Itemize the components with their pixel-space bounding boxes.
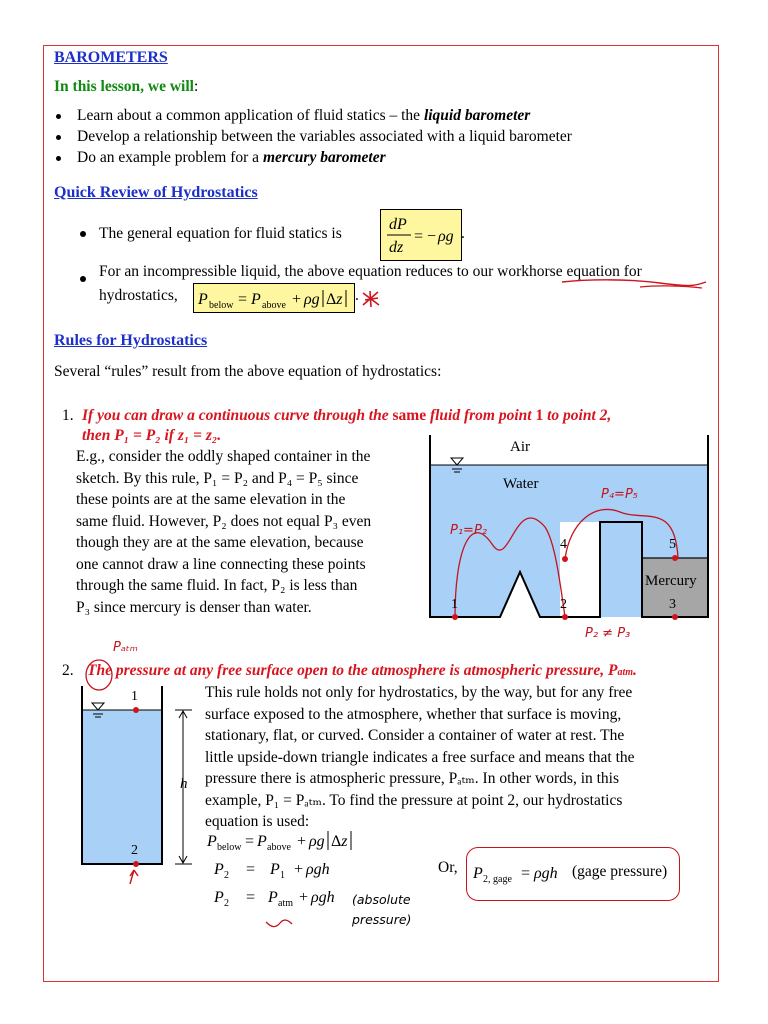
svg-text:=: = [246, 889, 256, 906]
point-3-label: 3 [669, 597, 676, 612]
svg-text:ρgh: ρgh [534, 865, 558, 882]
rules-heading: Rules for Hydrostatics [54, 332, 208, 349]
rule-2-number: 2. [62, 662, 74, 679]
bullet-icon [56, 114, 61, 119]
mercury-label: Mercury [645, 573, 697, 589]
svg-text:P: P [257, 833, 267, 850]
rule-1-line-2: then P₁ = P₂ if z₁ = z₂. [82, 427, 222, 444]
height-label: h [180, 776, 188, 792]
point-3-marker [672, 614, 678, 620]
bullet-icon [56, 156, 61, 161]
gage-pressure-label: (gage pressure) [572, 863, 668, 880]
svg-text:ρg: ρg [438, 228, 454, 245]
svg-text:Δz: Δz [331, 833, 348, 850]
svg-text:atm: atm [278, 898, 293, 909]
svg-text:2: 2 [224, 870, 229, 881]
tank-point-1 [133, 707, 139, 713]
lesson-intro: In this lesson, we will: [54, 78, 199, 95]
note-absolute-pressure: (absolute pressure) [352, 892, 412, 927]
water-label: Water [503, 476, 539, 492]
bullet-icon [80, 276, 86, 282]
point-4-marker [562, 556, 568, 562]
review-heading: Quick Review of Hydrostatics [54, 184, 258, 201]
svg-text:P: P [251, 291, 261, 308]
hydrostatic-equation [205, 826, 375, 854]
tank-point-2-label: 2 [131, 843, 138, 858]
svg-text:ρg: ρg [304, 291, 320, 308]
rule-2-paragraph: This rule holds not only for hydrostatics, by the way, but for any free surface exposed to the atmosphere, whether that surface is moving, stationary, flat, or curved. Consider a container of water at rest. The little upside-down triangle indicates a free surface and means that the pressure there is atmospheric pressure, Pₐₜₘ. In other words, in this example, P₁ = Pₐₜₘ. To find the pressure at point 2, our hydrostatics equation is used: [205, 684, 635, 830]
svg-text:P: P [214, 861, 224, 878]
review-bullet-1: The general equation for fluid statics is [99, 225, 342, 242]
point-5-label: 5 [669, 537, 676, 552]
svg-text:=: = [521, 865, 531, 882]
objective-2: Develop a relationship between the variables associated with a liquid barometer [77, 128, 572, 145]
rule-1-paragraph: E.g., consider the oddly shaped container in the sketch. By this rule, P₁ = P₂ and P₄ = P₅ since these points are at the same elevation in the same fluid. However, P₂ does not equal P₃ even though they are at the same elevation, because one cannot draw a line connecting these points through the same fluid. In fact, P₂ is less than P₃ since mercury is denser than water. [76, 448, 372, 616]
note-p4-p5: P₄=P₅ [601, 487, 638, 502]
workhorse-equation [193, 283, 355, 313]
container-diagram [420, 432, 720, 642]
equation-p2-gauge [212, 856, 382, 882]
star-icon [360, 289, 382, 309]
svg-text:2: 2 [224, 898, 229, 909]
point-2-label: 2 [560, 597, 567, 612]
point-5-marker [672, 555, 678, 561]
svg-text:below: below [217, 842, 242, 853]
rule-1-line-1: If you can draw a continuous curve through the same fluid from point 1 to point 2, [82, 407, 612, 424]
svg-text:above: above [267, 842, 291, 853]
tank-point-2 [133, 861, 139, 867]
or-label: Or, [438, 859, 458, 876]
svg-text:=: = [246, 861, 256, 878]
point-2-marker [562, 614, 568, 620]
objective-1: Learn about a common application of fluid statics – the liquid barometer [77, 107, 531, 124]
gage-pressure-box [466, 847, 680, 901]
tank-point-1-label: 1 [131, 689, 138, 704]
svg-text:dz: dz [389, 239, 404, 256]
rule-2-heading: The pressure at any free surface open to the atmosphere is atmospheric pressure, Patm. [87, 662, 637, 679]
svg-text:= −: = − [414, 228, 437, 245]
air-label: Air [510, 439, 530, 455]
svg-text:2, gage: 2, gage [483, 874, 512, 885]
svg-text:P: P [198, 291, 208, 308]
point-4-label: 4 [560, 537, 567, 552]
fluid-statics-equation [380, 209, 462, 261]
svg-text:=: = [238, 291, 248, 308]
svg-text:Δz: Δz [326, 291, 343, 308]
tank-diagram [72, 684, 202, 884]
svg-text:ρgh: ρgh [306, 861, 330, 878]
point-1-label: 1 [451, 597, 458, 612]
svg-text:P: P [270, 861, 280, 878]
svg-text:P: P [214, 889, 224, 906]
note-p1-p2: P₁=P₂ [450, 523, 487, 538]
pen-squiggle [264, 918, 294, 930]
point-1-marker [452, 614, 458, 620]
svg-text:below: below [209, 300, 234, 311]
svg-text:+: + [297, 833, 307, 850]
review-bullet-2: For an incompressible liquid, the above equation reduces to our workhorse equation for [99, 263, 642, 280]
review-bullet-2-cont: hydrostatics, [99, 287, 178, 304]
svg-text:1: 1 [280, 870, 285, 881]
bullet-icon [80, 231, 86, 237]
svg-text:+: + [292, 291, 302, 308]
pen-underline [560, 277, 710, 291]
rule-1-number: 1. [62, 407, 74, 424]
tank-water [82, 710, 162, 864]
rules-intro: Several “rules” result from the above equation of hydrostatics: [54, 363, 442, 380]
objective-3: Do an example problem for a mercury barometer [77, 149, 386, 166]
svg-text:ρg: ρg [309, 833, 325, 850]
svg-text:=: = [245, 833, 255, 850]
note-patm: Pₐₜₘ [113, 640, 138, 655]
svg-text:P: P [207, 833, 217, 850]
svg-text:+: + [294, 861, 304, 878]
svg-text:P: P [473, 865, 483, 882]
svg-text:ρgh: ρgh [311, 889, 335, 906]
note-p2-p3: P₂ ≠ P₃ [585, 626, 631, 641]
page-title: BAROMETERS [54, 49, 168, 66]
bullet-icon [56, 135, 61, 140]
svg-text:above: above [262, 300, 286, 311]
svg-text:dP: dP [389, 216, 407, 233]
svg-text:+: + [299, 889, 309, 906]
svg-text:P: P [268, 889, 278, 906]
